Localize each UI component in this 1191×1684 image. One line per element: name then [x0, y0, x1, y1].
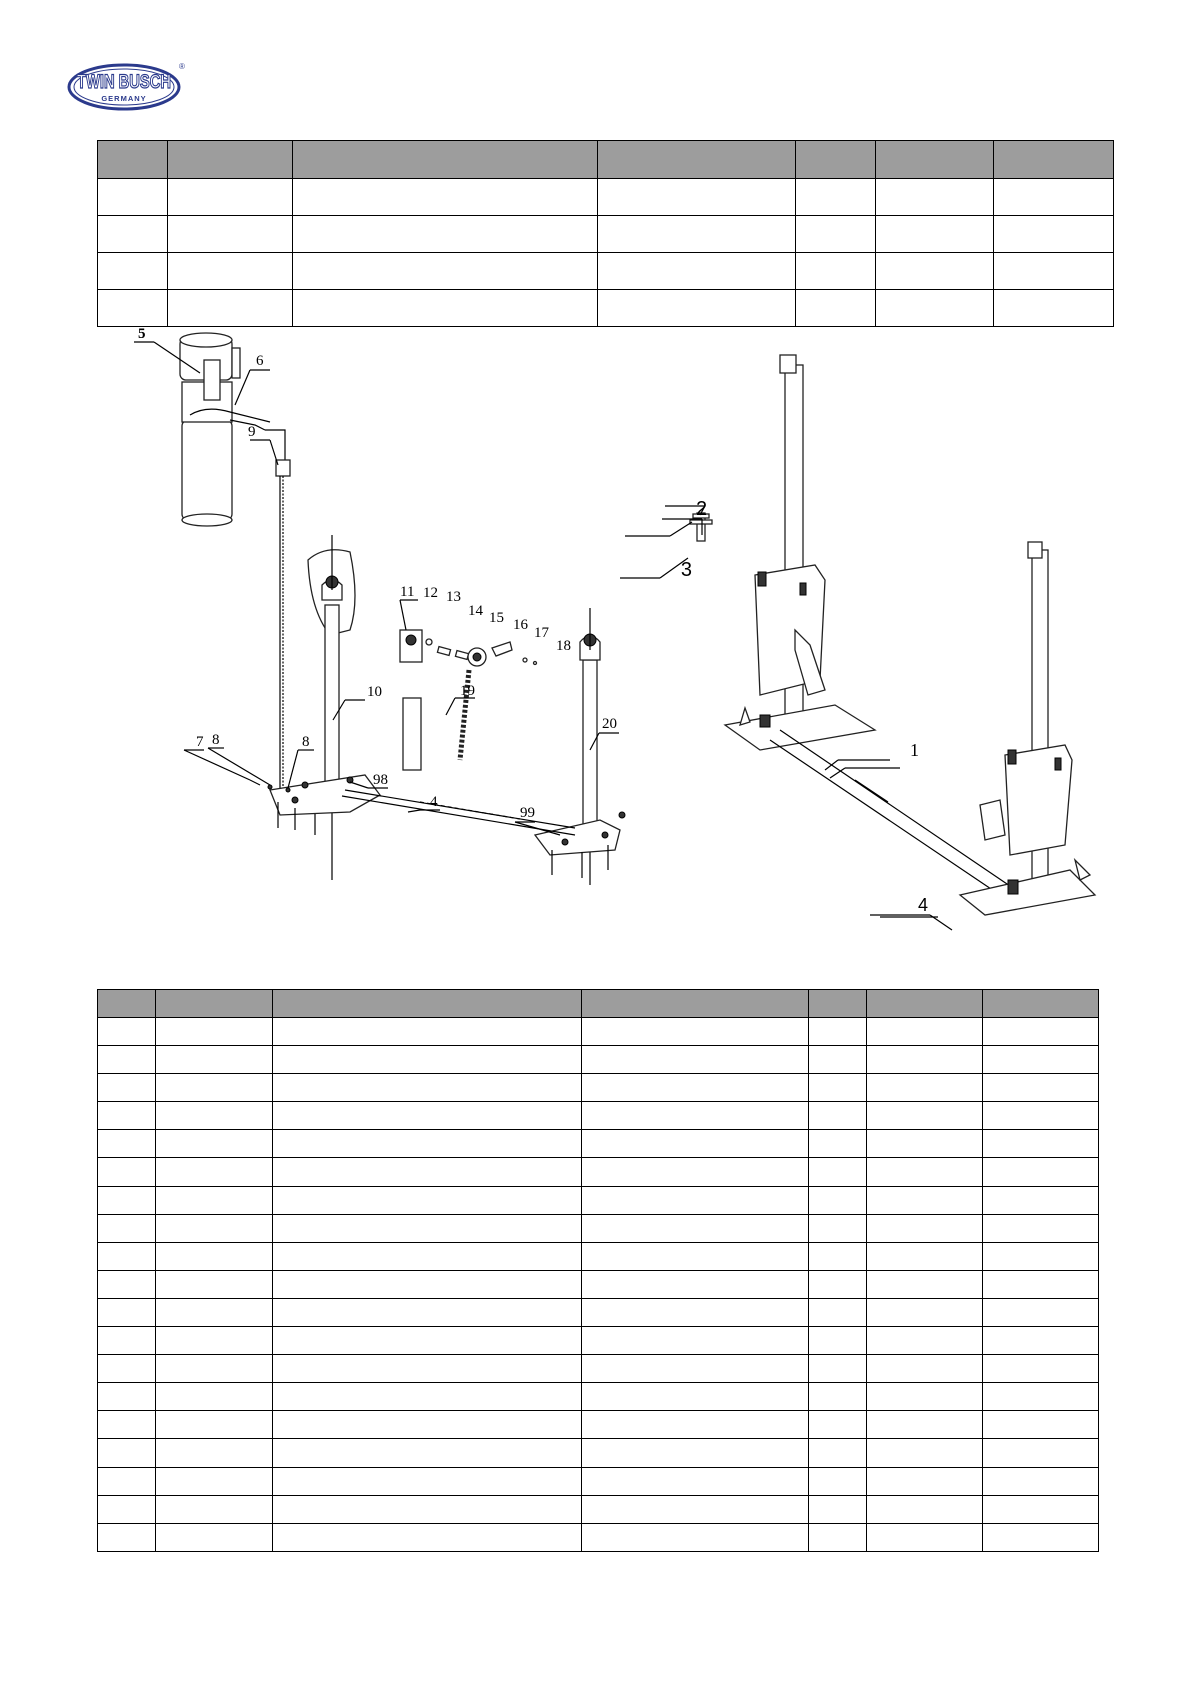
table-row — [98, 1383, 1099, 1411]
table-cell — [582, 1046, 809, 1074]
header-cell — [98, 990, 156, 1018]
right-drawing-callouts — [620, 480, 980, 940]
table-cell — [983, 1495, 1099, 1523]
table-row — [98, 1130, 1099, 1158]
table-cell — [582, 1467, 809, 1495]
table-cell — [582, 1102, 809, 1130]
table-cell — [98, 1074, 156, 1102]
right-column-assembled — [980, 542, 1072, 890]
callout-8a: 8 — [212, 732, 220, 748]
table-cell — [983, 1186, 1099, 1214]
table-cell — [273, 1214, 582, 1242]
table-cell — [98, 1467, 156, 1495]
table-cell — [809, 1242, 867, 1270]
table-cell — [983, 1046, 1099, 1074]
table-cell — [582, 1355, 809, 1383]
table-cell — [273, 1327, 582, 1355]
table-cell — [156, 1186, 273, 1214]
table-row — [98, 1102, 1099, 1130]
table-cell — [983, 1214, 1099, 1242]
table-cell — [867, 1186, 983, 1214]
header-cell — [983, 990, 1099, 1018]
table-cell — [156, 1383, 273, 1411]
parts-table-top — [97, 140, 1114, 327]
table-cell — [273, 1270, 582, 1298]
table-cell — [582, 1018, 809, 1046]
table-cell — [98, 1298, 156, 1326]
table-cell — [98, 1411, 156, 1439]
table-cell — [98, 1158, 156, 1186]
table-cell — [809, 1018, 867, 1046]
table-cell — [867, 1018, 983, 1046]
table-cell — [273, 1439, 582, 1467]
table-row — [98, 253, 1114, 290]
table-cell — [156, 1411, 273, 1439]
table-cell — [273, 1242, 582, 1270]
header-cell — [168, 141, 293, 179]
callout-11: 11 — [400, 584, 415, 600]
table-cell — [809, 1186, 867, 1214]
table-row — [98, 216, 1114, 253]
table-cell — [983, 1242, 1099, 1270]
table-cell — [582, 1523, 809, 1551]
header-cell — [582, 990, 809, 1018]
table-cell — [867, 1158, 983, 1186]
table-cell — [983, 1467, 1099, 1495]
table-cell — [156, 1046, 273, 1074]
table-cell — [582, 1158, 809, 1186]
table-cell — [983, 1130, 1099, 1158]
table-cell — [156, 1355, 273, 1383]
logo-brand-name: TWIN BUSCH — [77, 72, 171, 93]
table-cell — [156, 1214, 273, 1242]
table-cell — [809, 1102, 867, 1130]
table-cell — [273, 1355, 582, 1383]
table-cell — [809, 1439, 867, 1467]
callout-4-right: 4 — [917, 895, 928, 915]
table-cell — [98, 1270, 156, 1298]
table-cell — [156, 1130, 273, 1158]
callout-15: 15 — [489, 610, 504, 626]
table-cell — [809, 1270, 867, 1298]
callout-18: 18 — [556, 638, 571, 654]
table-cell — [98, 1130, 156, 1158]
callout-4: 4 — [430, 794, 438, 810]
table-cell — [98, 1495, 156, 1523]
table-row — [98, 179, 1114, 216]
exploded-drawing-left — [120, 326, 680, 960]
callout-1: 1 — [910, 740, 919, 760]
table-cell — [867, 1074, 983, 1102]
callout-13: 13 — [446, 589, 461, 605]
table-row — [98, 1327, 1099, 1355]
table-cell — [98, 1214, 156, 1242]
table-header-row — [98, 990, 1099, 1018]
small-parts — [426, 639, 537, 666]
table-cell — [809, 1214, 867, 1242]
header-cell — [273, 990, 582, 1018]
table-cell — [98, 1242, 156, 1270]
table-cell — [273, 1298, 582, 1326]
table-cell — [156, 1158, 273, 1186]
table-cell — [983, 1102, 1099, 1130]
table-cell — [867, 1411, 983, 1439]
table-row — [98, 290, 1114, 327]
table-cell — [156, 1270, 273, 1298]
callout-99: 99 — [520, 805, 535, 821]
table-cell — [273, 1074, 582, 1102]
table-cell — [867, 1214, 983, 1242]
table-cell — [867, 1439, 983, 1467]
table-cell — [156, 1242, 273, 1270]
callout-8b: 8 — [302, 734, 310, 750]
table-cell — [582, 1383, 809, 1411]
hydraulic-cylinder — [400, 630, 422, 770]
table-cell — [98, 1018, 156, 1046]
twin-busch-logo — [66, 60, 186, 112]
callout-12: 12 — [423, 585, 438, 601]
table-cell — [809, 1158, 867, 1186]
table-row — [98, 1439, 1099, 1467]
table-cell — [983, 1298, 1099, 1326]
table-cell — [582, 1411, 809, 1439]
table-cell — [582, 1214, 809, 1242]
table-cell — [582, 1495, 809, 1523]
table-cell — [156, 1327, 273, 1355]
table-cell — [582, 1270, 809, 1298]
table-cell — [983, 1327, 1099, 1355]
table-cell — [867, 1327, 983, 1355]
table-cell — [809, 1298, 867, 1326]
table-cell — [867, 1467, 983, 1495]
table-cell — [983, 1439, 1099, 1467]
table-cell — [809, 1411, 867, 1439]
table-cell — [156, 1018, 273, 1046]
callout-14: 14 — [468, 603, 483, 619]
table-cell — [809, 1046, 867, 1074]
header-cell — [876, 141, 994, 179]
callout-98: 98 — [373, 772, 388, 788]
header-cell — [156, 990, 273, 1018]
table-row — [98, 1074, 1099, 1102]
callout-3: 3 — [680, 559, 692, 581]
callout-9: 9 — [248, 424, 256, 440]
table-cell — [273, 1411, 582, 1439]
table-cell — [98, 1102, 156, 1130]
header-cell — [796, 141, 876, 179]
table-cell — [273, 1046, 582, 1074]
table-cell — [98, 1383, 156, 1411]
left-base-plate — [270, 775, 380, 835]
table-cell — [983, 1270, 1099, 1298]
table-cell — [273, 1383, 582, 1411]
table-cell — [983, 1074, 1099, 1102]
header-cell — [98, 141, 168, 179]
table-cell — [156, 1298, 273, 1326]
table-cell — [983, 1411, 1099, 1439]
table-cell — [156, 1467, 273, 1495]
table-cell — [809, 1467, 867, 1495]
table-cell — [98, 1327, 156, 1355]
table-cell — [809, 1130, 867, 1158]
right-base-plate — [535, 820, 620, 878]
table-cell — [867, 1270, 983, 1298]
table-cell — [809, 1523, 867, 1551]
header-cell — [867, 990, 983, 1018]
table-cell — [809, 1355, 867, 1383]
table-cell — [273, 1158, 582, 1186]
table-row — [98, 1018, 1099, 1046]
table-cell — [582, 1439, 809, 1467]
table-row — [98, 1298, 1099, 1326]
table-cell — [809, 1495, 867, 1523]
table-cell — [156, 1102, 273, 1130]
table-cell — [582, 1074, 809, 1102]
table-cell — [867, 1298, 983, 1326]
header-cell — [598, 141, 796, 179]
logo-registered-mark: ® — [179, 62, 185, 71]
table-row — [98, 1495, 1099, 1523]
table-cell — [98, 1523, 156, 1551]
table-cell — [867, 1355, 983, 1383]
hydraulic-hose — [265, 430, 290, 805]
table-cell — [156, 1439, 273, 1467]
table-cell — [809, 1383, 867, 1411]
table-cell — [156, 1074, 273, 1102]
table-cell — [98, 1355, 156, 1383]
table-cell — [867, 1383, 983, 1411]
table-row — [98, 1523, 1099, 1551]
header-cell — [994, 141, 1114, 179]
table-cell — [273, 1130, 582, 1158]
table-cell — [582, 1130, 809, 1158]
table-row — [98, 1467, 1099, 1495]
table-cell — [867, 1242, 983, 1270]
table-row — [98, 1158, 1099, 1186]
table-cell — [867, 1046, 983, 1074]
table-cell — [867, 1495, 983, 1523]
header-cell — [809, 990, 867, 1018]
callout-16: 16 — [513, 617, 528, 633]
table-row — [98, 1355, 1099, 1383]
parts-table-bottom — [97, 989, 1099, 1552]
callout-19: 19 — [460, 683, 475, 699]
table-cell — [156, 1495, 273, 1523]
callout-7: 7 — [196, 734, 204, 750]
header-cell — [293, 141, 598, 179]
table-cell — [867, 1523, 983, 1551]
table-cell — [273, 1523, 582, 1551]
table-cell — [273, 1186, 582, 1214]
table-cell — [582, 1242, 809, 1270]
table-cell — [582, 1327, 809, 1355]
table-header-row — [98, 141, 1114, 179]
table-cell — [98, 1046, 156, 1074]
callout-2: 2 — [696, 498, 708, 520]
table-cell — [582, 1298, 809, 1326]
table-cell — [867, 1102, 983, 1130]
table-cell — [98, 1439, 156, 1467]
right-base-assembled — [960, 860, 1095, 915]
callout-5: 5 — [138, 326, 146, 342]
table-cell — [156, 1523, 273, 1551]
table-row — [98, 1214, 1099, 1242]
table-cell — [983, 1158, 1099, 1186]
table-row — [98, 1242, 1099, 1270]
logo-subtitle: GERMANY — [101, 94, 147, 103]
table-cell — [983, 1355, 1099, 1383]
table-cell — [867, 1130, 983, 1158]
table-row — [98, 1046, 1099, 1074]
table-cell — [983, 1523, 1099, 1551]
table-cell — [809, 1074, 867, 1102]
table-cell — [273, 1495, 582, 1523]
callout-10: 10 — [367, 684, 382, 700]
table-row — [98, 1186, 1099, 1214]
table-cell — [273, 1018, 582, 1046]
table-cell — [983, 1018, 1099, 1046]
callout-17: 17 — [534, 625, 549, 641]
table-cell — [983, 1383, 1099, 1411]
table-cell — [273, 1467, 582, 1495]
callout-20: 20 — [602, 716, 617, 732]
table-cell — [582, 1186, 809, 1214]
table-row — [98, 1270, 1099, 1298]
table-row — [98, 1411, 1099, 1439]
table-cell — [809, 1327, 867, 1355]
table-cell — [98, 1186, 156, 1214]
callout-6: 6 — [256, 353, 264, 369]
table-cell — [273, 1102, 582, 1130]
